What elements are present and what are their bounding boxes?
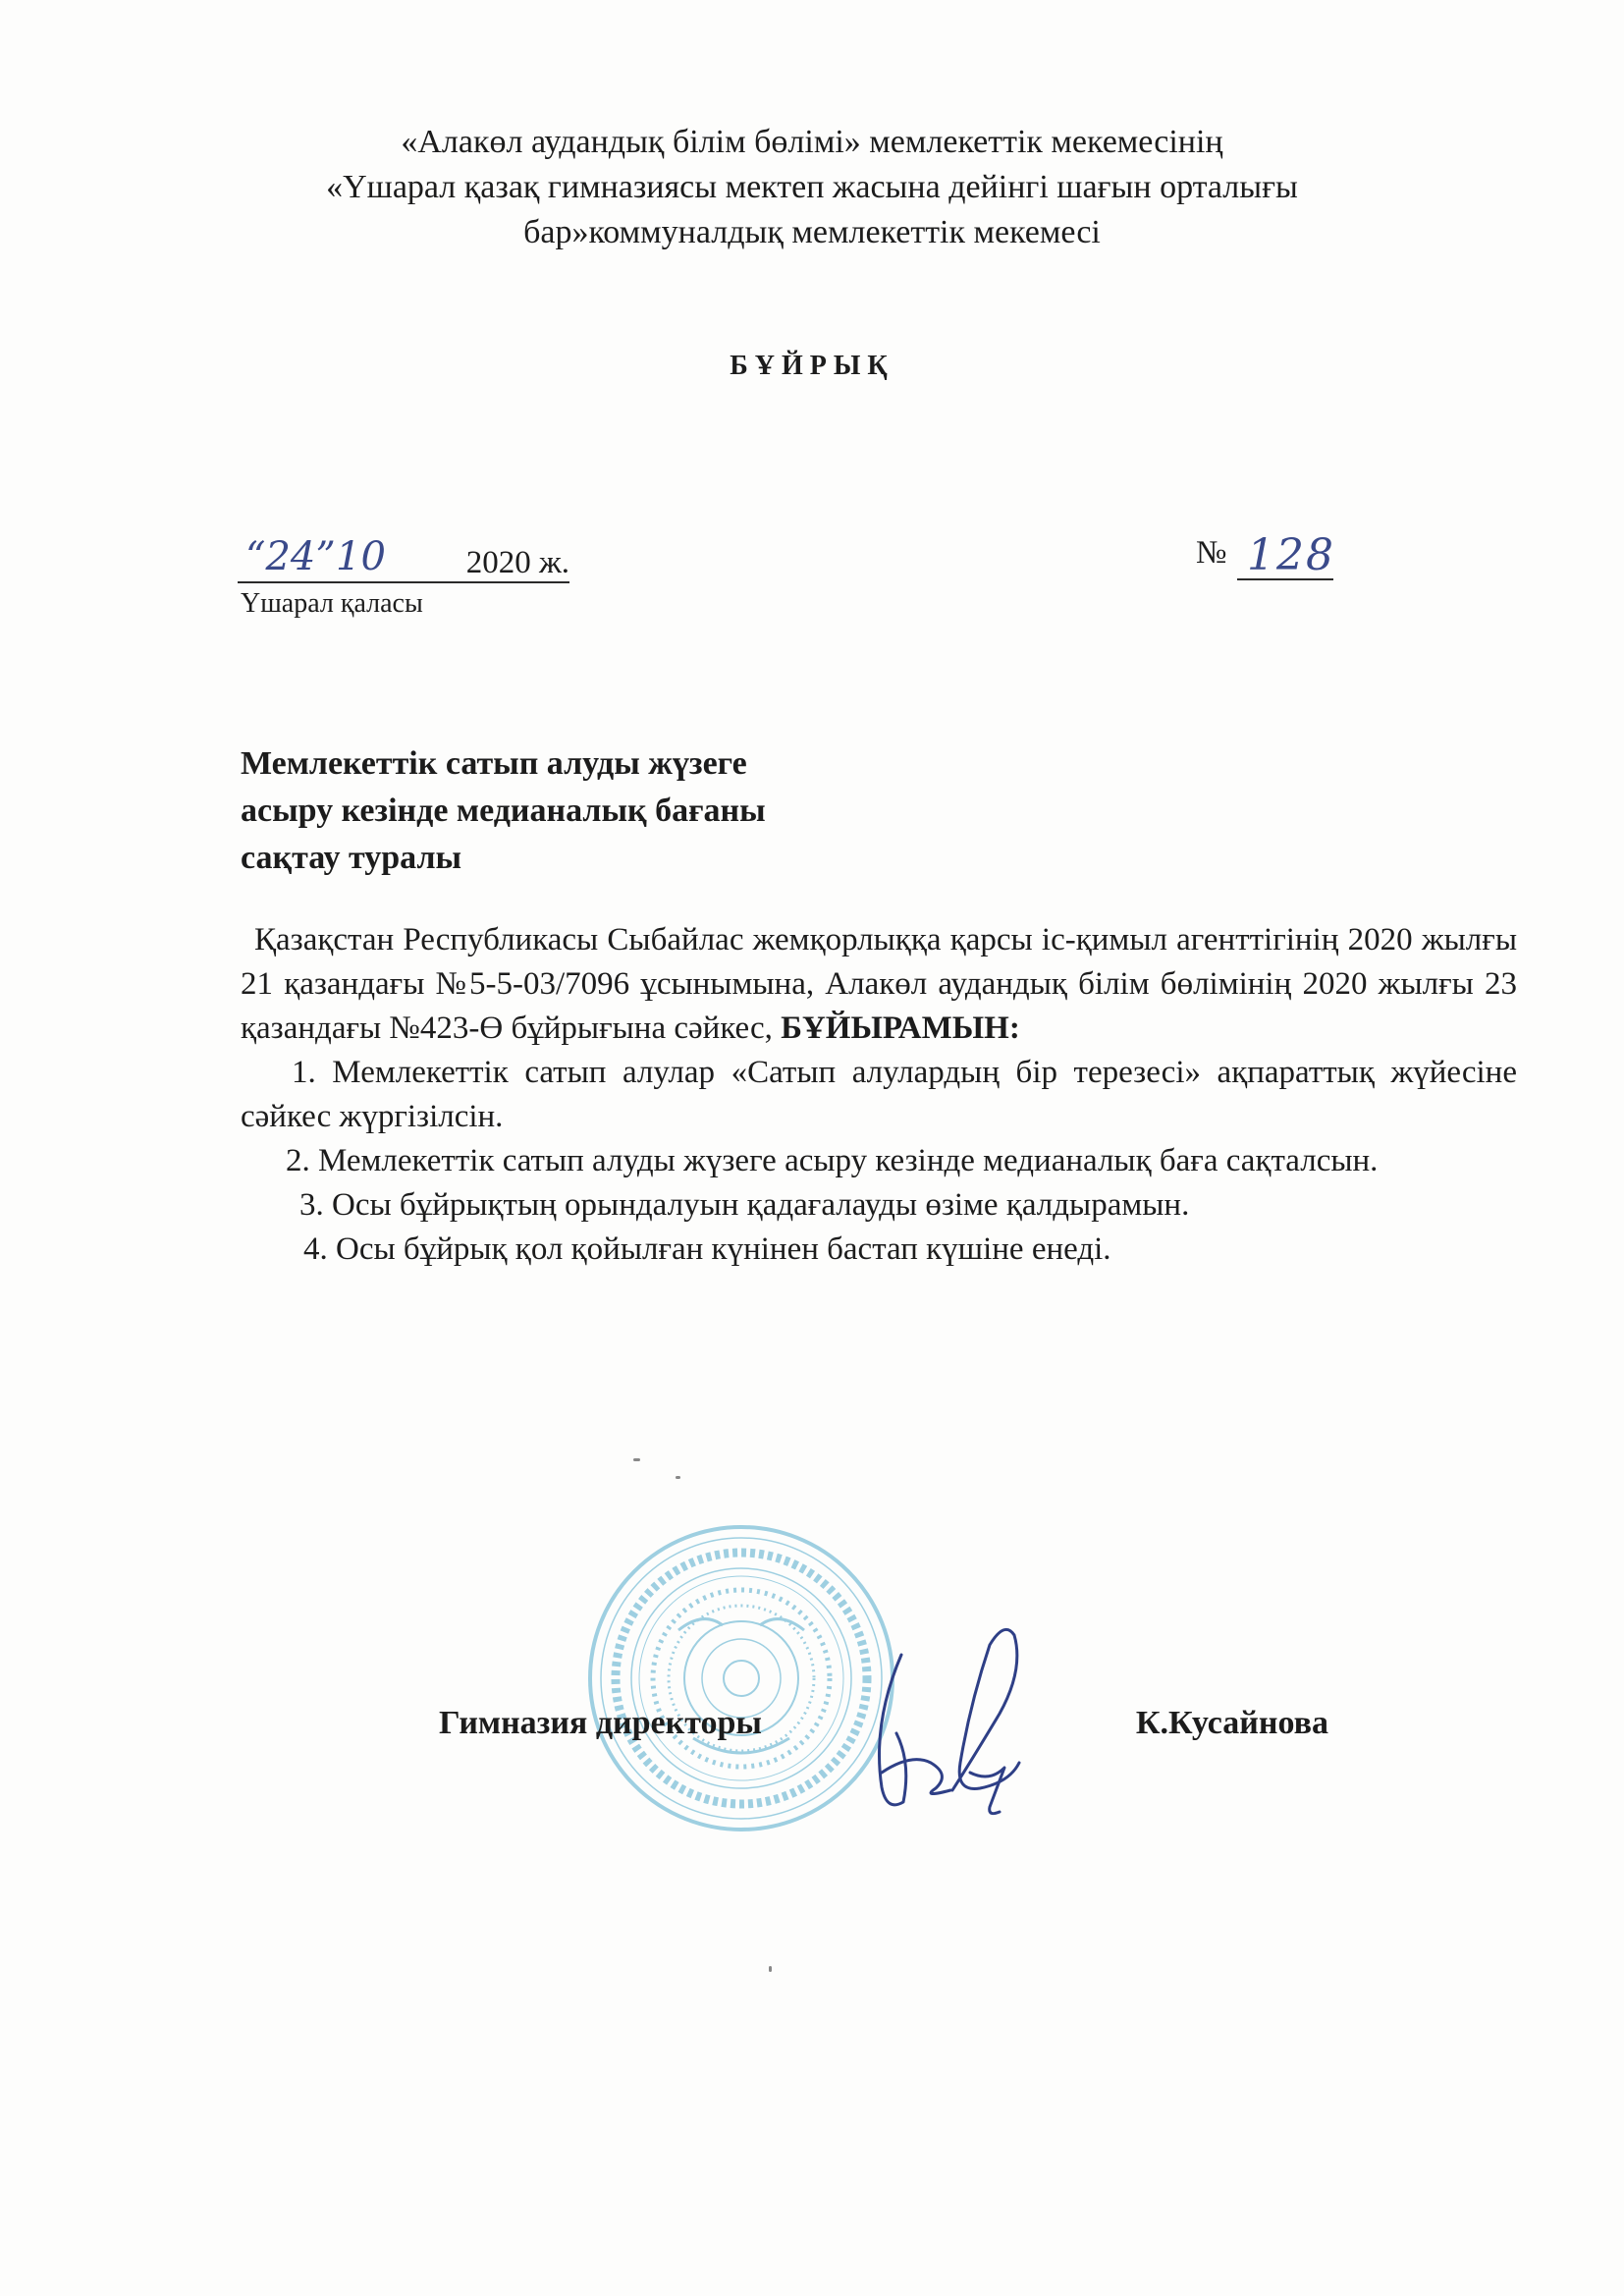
order-number-field [1237, 527, 1333, 580]
signatory-name: К.Кусайнова [1135, 1705, 1328, 1741]
order-item-4: 4. Осы бұйрық қол қойылған күнінен бастап күшіне енеді. [303, 1231, 1111, 1267]
date-month-handwritten: 10 [336, 534, 386, 579]
scan-speck [769, 1966, 772, 1972]
issue-city: Үшарал қаласы [241, 588, 423, 619]
signatory-title: Гимназия директоры [439, 1705, 762, 1741]
order-subject-line-1: Мемлекеттік сатып алуды жүзеге [241, 745, 747, 782]
date-field [238, 530, 569, 583]
org-header [177, 120, 1447, 255]
scan-speck [676, 1476, 680, 1479]
org-header-line-2: «Үшарал қазақ гимназиясы мектеп жасына дейінгі шағын орталығы [326, 169, 1298, 205]
intro-text: Қазақстан Республикасы Сыбайлас жемқорлыққа қарсы іс-қимыл агенттігінің 2020 жылғы 21 қазандағы №5-5-03/7096 ұсынымына, Алакөл аудандық білім бөлімінің 2020 жылғы 23 қазандағы №423-Ө бұйрығына сәйкес, [241, 922, 1517, 1046]
order-number-handwritten: 128 [1247, 530, 1335, 580]
order-item-3: 3. Осы бұйрықтың орындалуын қадағалауды өзіме қалдырамын. [299, 1187, 1190, 1223]
order-body [241, 918, 1517, 1272]
handwritten-signature-icon [842, 1615, 1039, 1841]
org-header-line-1: «Алакөл аудандық білім бөлімі» мемлекеттік мекемесінің [401, 124, 1223, 160]
order-subject-line-2: асыру кезінде медианалық бағаны [241, 793, 766, 829]
command-word: БҰЙЫРАМЫН: [781, 1011, 1020, 1046]
number-sign: № [1196, 535, 1227, 571]
order-subject [241, 740, 766, 882]
org-header-line-3: бар»коммуналдық мемлекеттік мекемесі [523, 214, 1101, 250]
intro-paragraph [241, 918, 1517, 1051]
order-subject-line-3: сақтау туралы [241, 840, 462, 876]
scan-speck [633, 1458, 640, 1461]
document-title: БҰЙРЫҚ [730, 351, 894, 381]
order-item-1: 1. Мемлекеттік сатып алулар «Сатып алулардың бір терезесі» ақпараттық жүйесіне сәйкес жүргізілсін. [241, 1055, 1517, 1134]
date-day-handwritten: “24” [245, 534, 336, 579]
date-year: 2020 ж. [465, 545, 569, 580]
order-item-2: 2. Мемлекеттік сатып алуды жүзеге асыру кезінде медианалық баға сақталсын. [286, 1143, 1379, 1178]
